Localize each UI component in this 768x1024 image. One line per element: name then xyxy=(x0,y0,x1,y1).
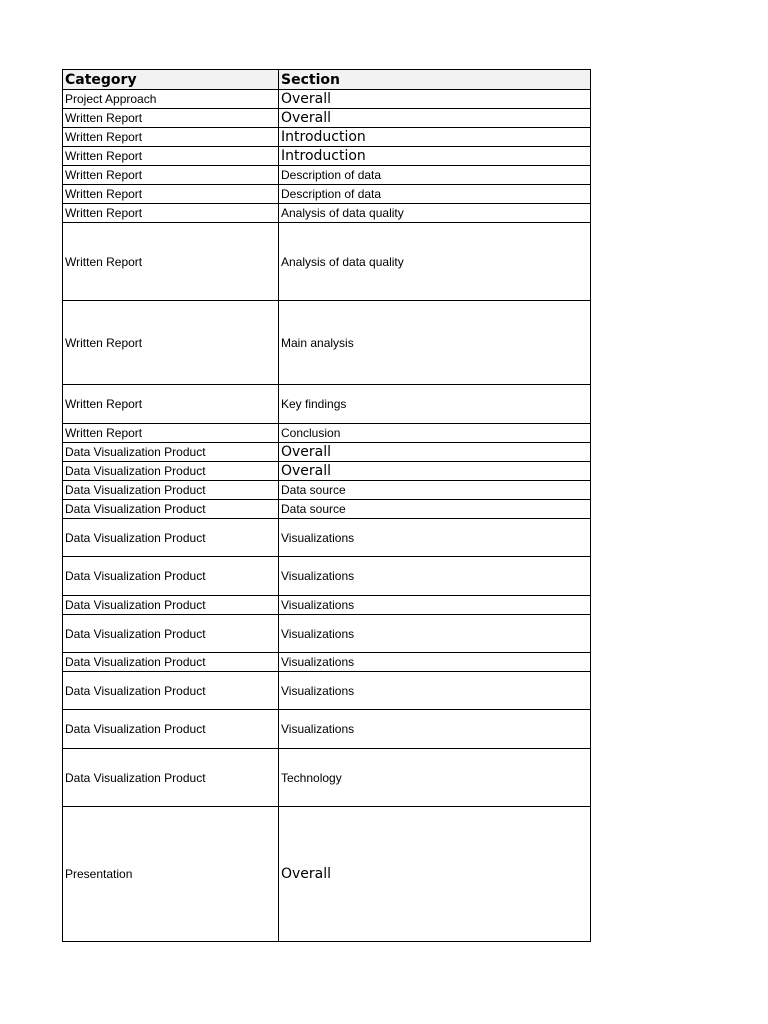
table-row xyxy=(63,109,591,128)
category-cell: Project Approach xyxy=(63,90,279,109)
section-cell: Visualizations xyxy=(279,557,591,596)
section-cell: Analysis of data quality xyxy=(279,223,591,301)
section-cell: Introduction xyxy=(279,128,591,147)
table-row xyxy=(63,443,591,462)
section-cell: Overall xyxy=(279,807,591,942)
category-cell: Presentation xyxy=(63,807,279,942)
table-row xyxy=(63,653,591,672)
category-cell: Written Report xyxy=(63,109,279,128)
table-row xyxy=(63,807,591,942)
header-row xyxy=(63,70,591,90)
category-cell: Data Visualization Product xyxy=(63,615,279,653)
category-cell: Data Visualization Product xyxy=(63,519,279,557)
section-cell: Overall xyxy=(279,462,591,481)
table-row xyxy=(63,424,591,443)
table-row xyxy=(63,223,591,301)
category-cell: Data Visualization Product xyxy=(63,481,279,500)
spreadsheet-page xyxy=(62,69,590,942)
section-cell: Visualizations xyxy=(279,519,591,557)
section-cell: Visualizations xyxy=(279,596,591,615)
category-cell: Written Report xyxy=(63,128,279,147)
table-row xyxy=(63,557,591,596)
category-cell: Written Report xyxy=(63,185,279,204)
category-cell: Data Visualization Product xyxy=(63,672,279,710)
section-cell: Data source xyxy=(279,481,591,500)
category-cell: Data Visualization Product xyxy=(63,500,279,519)
category-cell: Written Report xyxy=(63,424,279,443)
table-row xyxy=(63,672,591,710)
section-cell: Description of data xyxy=(279,185,591,204)
category-cell: Written Report xyxy=(63,147,279,166)
section-cell: Data source xyxy=(279,500,591,519)
section-cell: Conclusion xyxy=(279,424,591,443)
table-row xyxy=(63,500,591,519)
table-row xyxy=(63,462,591,481)
category-cell: Written Report xyxy=(63,385,279,424)
table-row xyxy=(63,128,591,147)
table-row xyxy=(63,204,591,223)
table-row xyxy=(63,385,591,424)
table-row xyxy=(63,710,591,749)
section-cell: Visualizations xyxy=(279,615,591,653)
header-section: Section xyxy=(279,70,591,90)
section-cell: Visualizations xyxy=(279,672,591,710)
category-section-table xyxy=(62,69,591,942)
section-cell: Overall xyxy=(279,109,591,128)
table-row xyxy=(63,147,591,166)
section-cell: Description of data xyxy=(279,166,591,185)
header-category: Category xyxy=(63,70,279,90)
section-cell: Introduction xyxy=(279,147,591,166)
section-cell: Technology xyxy=(279,749,591,807)
table-row xyxy=(63,301,591,385)
category-cell: Data Visualization Product xyxy=(63,596,279,615)
category-cell: Written Report xyxy=(63,166,279,185)
section-cell: Visualizations xyxy=(279,653,591,672)
section-cell: Overall xyxy=(279,90,591,109)
section-cell: Analysis of data quality xyxy=(279,204,591,223)
table-row xyxy=(63,615,591,653)
section-cell: Key findings xyxy=(279,385,591,424)
table-row xyxy=(63,749,591,807)
category-cell: Written Report xyxy=(63,301,279,385)
section-cell: Visualizations xyxy=(279,710,591,749)
table-row xyxy=(63,596,591,615)
category-cell: Data Visualization Product xyxy=(63,653,279,672)
section-cell: Overall xyxy=(279,443,591,462)
table-row xyxy=(63,185,591,204)
section-cell: Main analysis xyxy=(279,301,591,385)
category-cell: Data Visualization Product xyxy=(63,710,279,749)
category-cell: Data Visualization Product xyxy=(63,462,279,481)
table-row xyxy=(63,90,591,109)
category-cell: Data Visualization Product xyxy=(63,749,279,807)
category-cell: Written Report xyxy=(63,223,279,301)
table-row xyxy=(63,166,591,185)
table-row xyxy=(63,519,591,557)
table-row xyxy=(63,481,591,500)
category-cell: Data Visualization Product xyxy=(63,443,279,462)
category-cell: Data Visualization Product xyxy=(63,557,279,596)
category-cell: Written Report xyxy=(63,204,279,223)
